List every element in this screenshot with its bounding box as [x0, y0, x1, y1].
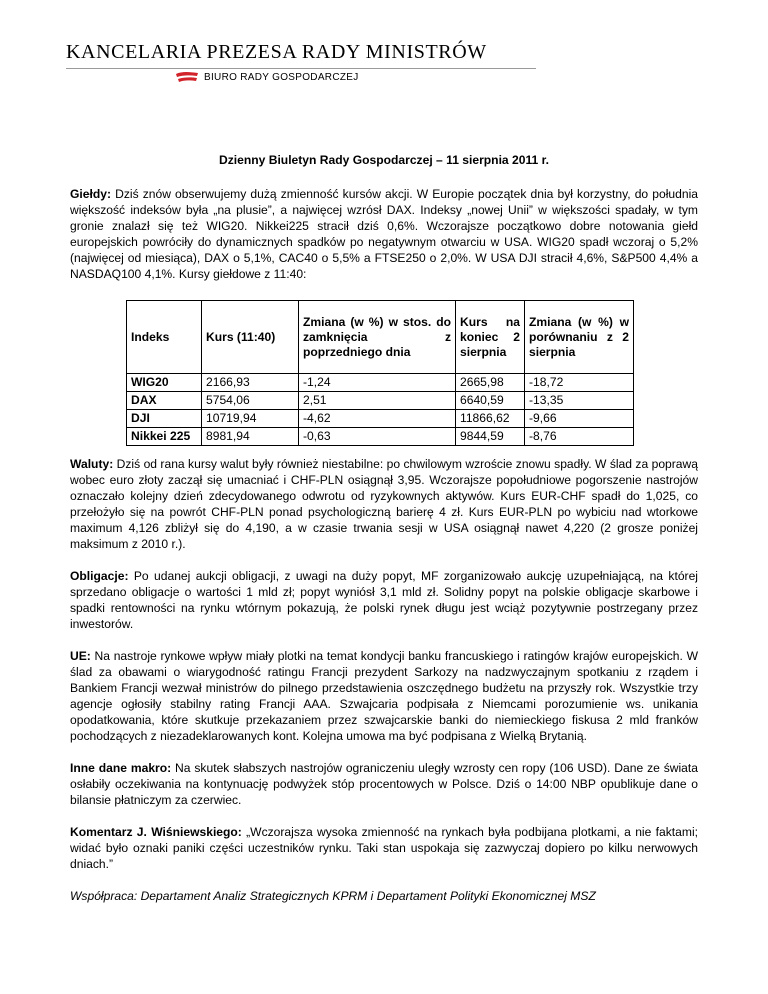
table-cell: -8,76 — [525, 428, 634, 446]
table-row — [127, 428, 634, 446]
section-komentarz — [70, 824, 698, 872]
footer-note: Współpraca: Departament Analiz Strategicznych KPRM i Departament Polityki Ekonomicznej MSZ — [70, 889, 596, 903]
section-text: Dziś od rana kursy walut były również niestabilne: po chwilowym wzroście znowu spadły. W ślad za poprawą wobec euro złoty zaczął się umacniać i CHF-PLN osiągnął 3,95. Wczorajsze popołudniowe pogorszenie nastrojów oznaczało kolejny dzień zdecydowanego odwrotu od ryzykownych aktywów. Kurs EUR-CHF spadł do 1,025, co przełożyło się na powrót CHF-PLN ponad psychologiczną barierę 4 zł. Kurs EUR-PLN po wybiciu nad wtorkowe maximum 4,126 zbliżył się do 4,190, a w czasie trwania sesji w USA osiągnął nawet 4,220 (2 grosze poniżej maksimum z 2010 r.). — [70, 457, 698, 551]
table-cell: 2,51 — [299, 392, 456, 410]
table-cell: WIG20 — [127, 374, 202, 392]
section-text: Po udanej aukcji obligacji, z uwagi na duży popyt, MF zorganizowało aukcję uzupełniającą, na której sprzedano obligacje o wartości 1 mld zł; popyt wyniósł 3,1 mld zł. Solidny popyt na polskie obligacje skarbowe i spadki rentowności na rynku wtórnym pokazują, że polski rynek długu jest wciąż pozytywnie postrzegany przez inwestorów. — [70, 569, 698, 631]
section-label: Giełdy: — [70, 187, 111, 201]
table-header-row — [127, 301, 634, 374]
stock-table — [126, 300, 634, 446]
flag-logo-icon — [174, 70, 200, 84]
section-label: UE: — [70, 649, 91, 663]
section-text: Na nastroje rynkowe wpływ miały plotki na temat kondycji banku francuskiego i ratingów krajów europejskich. W ślad za obawami o wiarygodność ratingu Francji prezydent Sarkozy na nadzwyczajnym spotkaniu z rządem i Bankiem Francji wezwał ministrów do pilnego przedstawienia oszczędnego budżetu na przyszły rok. Wszystkie trzy agencje ogłosiły stabilny rating Francji AAA. Szwajcaria podpisała z Niemcami porozumienie ws. unikania opodatkowania, które skutkuje przekazaniem przez szwajcarskie banki do niemieckiego fiskusa 2 mld franków pochodzących z niezadeklarowanych kont. Kolejna umowa ma być podpisana z Wielką Brytanią. — [70, 649, 698, 743]
column-header: Zmiana (w %) w porównaniu z 2 sierpnia — [525, 301, 634, 374]
section-text: „Wczorajsza wysoka zmienność na rynkach była podbijana plotkami, a nie faktami; widać było oznaki paniki części uczestników rynku. Taki stan uspokaja się zazwyczaj dopiero po kilku nerwowych dniach.” — [70, 825, 698, 871]
organization-name: KANCELARIA PREZESA RADY MINISTRÓW — [66, 41, 487, 63]
table-cell: DJI — [127, 410, 202, 428]
table-row — [127, 374, 634, 392]
column-header: Kurs na koniec 2 sierpnia — [456, 301, 525, 374]
section-label: Waluty: — [70, 457, 114, 471]
table-cell: 11866,62 — [456, 410, 525, 428]
header-rule — [66, 68, 536, 69]
table-cell: -13,35 — [525, 392, 634, 410]
table-cell: 9844,59 — [456, 428, 525, 446]
table-cell: Nikkei 225 — [127, 428, 202, 446]
table-cell: 5754,06 — [202, 392, 299, 410]
unit-name: BIURO RADY GOSPODARCZEJ — [204, 72, 359, 83]
table-cell: -1,24 — [299, 374, 456, 392]
table-cell: -9,66 — [525, 410, 634, 428]
section-text: Na skutek słabszych nastrojów ograniczeniu uległy wzrosty cen ropy (106 USD). Dane ze świata osłabiły oczekiwania na kontynuację podwyżek stóp procentowych w Polsce. Dziś o 14:00 NBP opublikuje dane o bilansie płatniczym za czerwiec. — [70, 761, 698, 807]
column-header: Zmiana (w %) w stos. do zamknięcia z poprzedniego dnia — [299, 301, 456, 374]
table-row — [127, 392, 634, 410]
section-obligacje — [70, 568, 698, 632]
section-label: Inne dane makro: — [70, 761, 172, 775]
table-row — [127, 410, 634, 428]
table-cell: 10719,94 — [202, 410, 299, 428]
letterhead — [66, 40, 536, 83]
table-cell: 6640,59 — [456, 392, 525, 410]
table-cell: -18,72 — [525, 374, 634, 392]
section-ue — [70, 648, 698, 744]
section-waluty — [70, 456, 698, 552]
section-gieldy — [70, 186, 698, 282]
table-cell: 8981,94 — [202, 428, 299, 446]
section-text: Dziś znów obserwujemy dużą zmienność kursów akcji. W Europie początek dnia był korzystny, do południa większość indeksów była „na plusie”, a najwięcej wzrósł DAX. Indeksy „nowej Unii” w większości spadały, w tym gronie znalazł się też WIG20. Nikkei225 stracił dziś 0,6%. Wczorajsze początkowo dobre notowania giełd europejskich powróciły do dynamicznych spadków po negatywnym otwarciu w USA. WIG20 spadł wczoraj o 5,2% (najwięcej od miesiąca), DAX o 5,1%, CAC40 o 5,5% a FTSE250 o 2,0%. W USA DJI stracił 4,6%, S&P500 4,4% a NASDAQ100 4,1%. Kursy giełdowe z 11:40: — [70, 187, 698, 281]
section-label: Obligacje: — [70, 569, 129, 583]
column-header: Indeks — [127, 301, 202, 374]
section-label: Komentarz J. Wiśniewskiego: — [70, 825, 242, 839]
column-header: Kurs (11:40) — [202, 301, 299, 374]
section-makro — [70, 760, 698, 808]
page-title: Dzienny Biuletyn Rady Gospodarczej – 11 sierpnia 2011 r. — [218, 153, 550, 167]
table-cell: -0,63 — [299, 428, 456, 446]
table-cell: 2665,98 — [456, 374, 525, 392]
table-cell: 2166,93 — [202, 374, 299, 392]
table-cell: -4,62 — [299, 410, 456, 428]
bulletin-body — [70, 152, 698, 904]
table-cell: DAX — [127, 392, 202, 410]
